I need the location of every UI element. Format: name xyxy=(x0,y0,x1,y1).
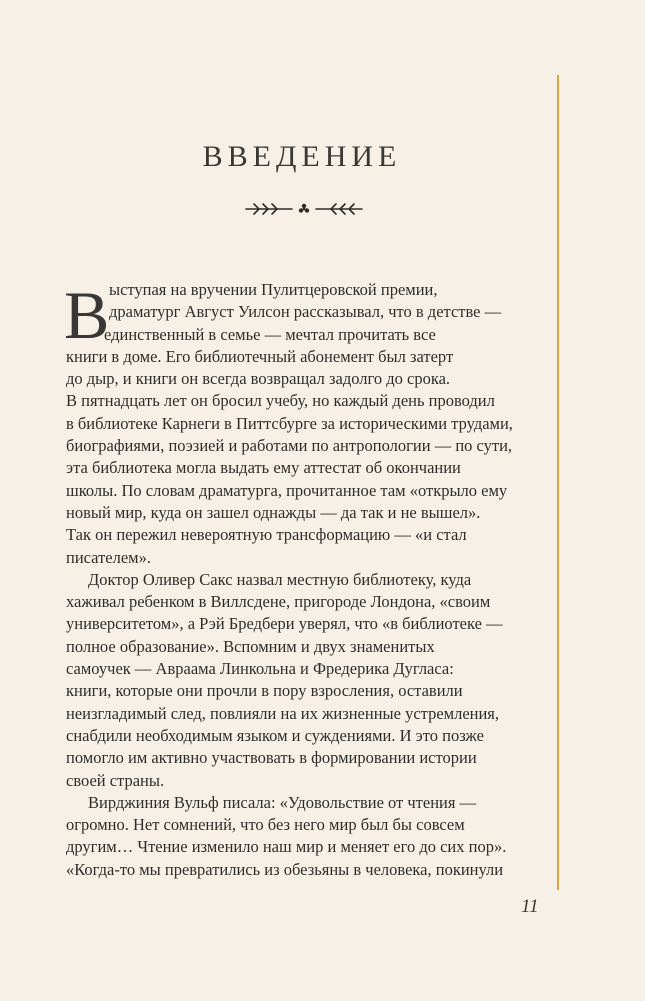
text-line: Вирджиния Вульф писала: «Удовольствие от чтения — xyxy=(88,792,477,812)
text-line: помогло им активно участвовать в формировании истории xyxy=(66,748,477,768)
text-line: новый мир, куда он зашел однажды — да так и не вышел». xyxy=(66,502,481,522)
text-line: «Когда-то мы превратились из обезьяны в человека, покинули xyxy=(66,859,504,879)
text-line: в библиотеке Карнеги в Питтсбурге за историческими трудами, xyxy=(66,413,513,433)
text-line: огромно. Нет сомнений, что без него мир был бы совсем xyxy=(66,815,465,835)
text-line: самоучек — Авраама Линкольна и Фредерика Дугласа: xyxy=(66,659,454,679)
text-line: до дыр, и книги он всегда возвращал задолго до срока. xyxy=(66,369,451,389)
text-line: неизгладимый след, повлияли на их жизненные устремления, xyxy=(66,703,500,723)
text-line: В пятнадцать лет он бросил учебу, но каждый день проводил xyxy=(66,391,495,411)
margin-rule xyxy=(557,75,559,890)
text-line: снабдили необходимым языком и суждениями. И это позже xyxy=(66,725,484,745)
text-line: писателем». xyxy=(66,547,151,567)
text-line: своей страны. xyxy=(66,770,165,790)
body-text xyxy=(66,279,536,881)
text-line: единственный в семье — мечтал прочитать все xyxy=(104,324,436,344)
text-line: университетом», а Рэй Бредбери уверял, что «в библиотеке — xyxy=(66,614,503,634)
text-line: ыступая на вручении Пулитцеровской премии, xyxy=(109,280,438,299)
text-line: другим… Чтение изменило наш мир и меняет его до сих пор». xyxy=(66,837,507,857)
text-line: книги в доме. Его библиотечный абонемент был затерт xyxy=(66,346,454,366)
text-line: драматург Август Уилсон рассказывал, что в детстве — xyxy=(109,302,502,322)
page-number: 11 xyxy=(521,896,539,917)
text-line: эта библиотека могла выдать ему аттестат об окончании xyxy=(66,458,461,478)
drop-cap: В xyxy=(64,277,110,353)
fleuron-divider-icon xyxy=(244,201,364,217)
text-line: книги, которые они прочли в пору взросления, оставили xyxy=(66,681,463,701)
text-line: Так он пережил невероятную трансформацию — «и стал xyxy=(66,525,467,545)
chapter-title: ВВЕДЕНИЕ xyxy=(202,140,402,173)
text-line: Доктор Оливер Сакс назвал местную библиотеку, куда xyxy=(88,569,472,589)
text-line: полное образование». Вспомним и двух знаменитых xyxy=(66,636,435,656)
text-line: биографиями, поэзией и работами по антропологии — по сути, xyxy=(66,436,513,456)
text-line: хаживал ребенком в Виллсдене, пригороде Лондона, «своим xyxy=(66,592,491,612)
text-line: школы. По словам драматурга, прочитанное там «открыло ему xyxy=(66,480,508,500)
